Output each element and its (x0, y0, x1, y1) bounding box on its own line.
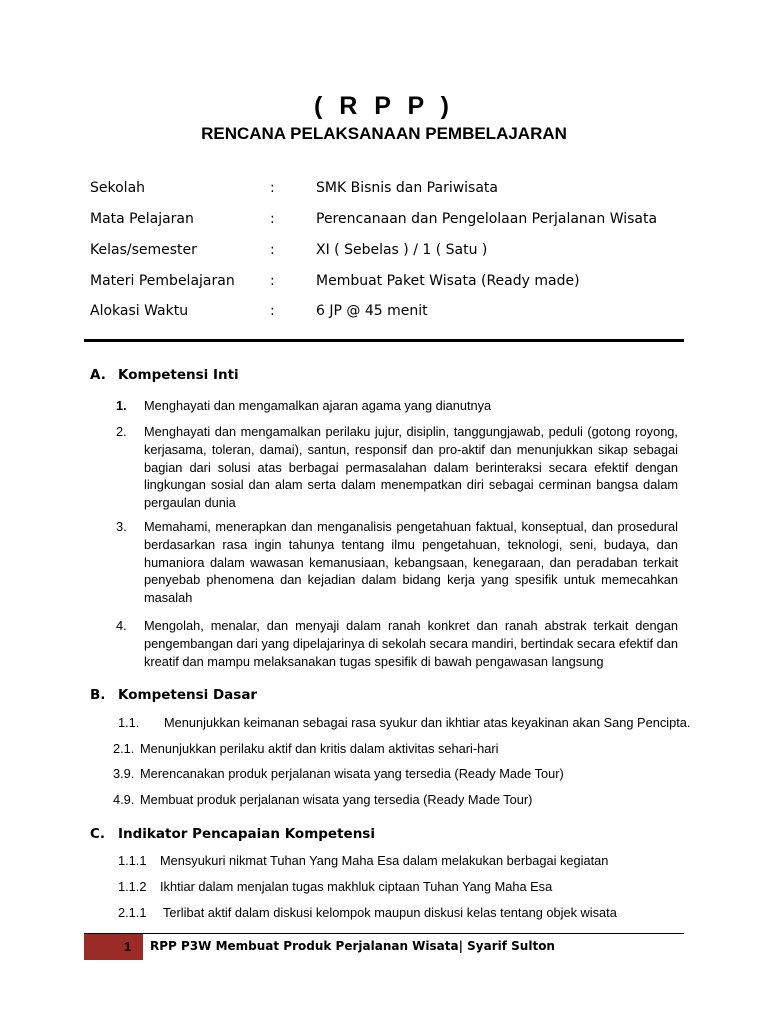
meta-colon: : (270, 211, 275, 227)
list-item-text: Terlibat aktif dalam diskusi kelompok maupun diskusi kelas tentang objek wisata (163, 905, 617, 920)
list-item-number: 1.1. (118, 715, 140, 730)
divider (84, 339, 684, 342)
meta-label: Alokasi Waktu (90, 303, 189, 319)
meta-value: XI ( Sebelas ) / 1 ( Satu ) (316, 242, 488, 258)
footer-rule (84, 933, 684, 934)
list-item-number: 3.9. (113, 766, 135, 781)
list-item-text: Ikhtiar dalam menjalan tugas makhluk ciptaan Tuhan Yang Maha Esa (160, 879, 553, 894)
meta-label: Mata Pelajaran (90, 211, 194, 227)
meta-value: Perencanaan dan Pengelolaan Perjalanan Wisata (316, 211, 658, 227)
section-title: Indikator Pencapaian Kompetensi (118, 826, 375, 842)
meta-label: Kelas/semester (90, 242, 197, 258)
list-item-number: 2.1. (113, 741, 135, 756)
meta-colon: : (270, 303, 275, 319)
list-item-number: 1. (116, 398, 127, 413)
page-number: 1 (124, 939, 132, 954)
footer-text: RPP P3W Membuat Produk Perjalanan Wisata| Syarif Sulton (150, 939, 555, 953)
list-item-text: Menunjukkan perilaku aktif dan kritis dalam aktivitas sehari-hari (140, 741, 499, 756)
list-item-text: Memahami, menerapkan dan menganalisis pengetahuan faktual, konseptual, dan prosedural berdasarkan rasa ingin tahunya tentang ilmu pengetahuan, teknologi, seni, budaya, dan humaniora dalam wawasan kemanusiaan, kebangsaan, kenegaraan, dan peradaban terkait penyebab phenomena dan kejadian dalam bidang kerja yang spesifik untuk memecahkan masalah (144, 519, 678, 606)
list-item-number: 1.1.2 (118, 879, 147, 894)
meta-label: Sekolah (90, 180, 146, 196)
meta-label: Materi Pembelajaran (90, 273, 235, 289)
document-title: RENCANA PELAKSANAAN PEMBELAJARAN (201, 124, 567, 143)
list-item-number: 1.1.1 (118, 853, 147, 868)
section-title: Kompetensi Inti (118, 367, 239, 383)
footer-accent-box (84, 934, 143, 960)
list-item-text: Menunjukkan keimanan sebagai rasa syukur dan ikhtiar atas keyakinan akan Sang Pencipta. (164, 715, 691, 730)
list-item-text: Merencanakan produk perjalanan wisata yang tersedia (Ready Made Tour) (140, 766, 564, 781)
list-item-number: 4.9. (113, 792, 135, 807)
meta-colon: : (270, 180, 275, 196)
section-letter: A. (90, 367, 106, 383)
list-item-number: 3. (116, 519, 127, 534)
rpp-heading: ( R P P ) (314, 92, 454, 120)
meta-value: SMK Bisnis dan Pariwisata (316, 180, 498, 196)
list-item-text: Mengolah, menalar, dan menyaji dalam ranah konkret dan ranah abstrak terkait dengan pengembangan dari yang dipelajarinya di sekolah secara mandiri, bertindak secara efektif dan kreatif dan mampu melaksanakan tugas spesifik di bawah pengawasan langsung (144, 618, 678, 669)
section-letter: C. (90, 826, 106, 842)
section-letter: B. (90, 687, 106, 703)
list-item-text: Membuat produk perjalanan wisata yang tersedia (Ready Made Tour) (140, 792, 533, 807)
list-item-number: 2.1.1 (118, 905, 147, 920)
list-item-text: Menghayati dan mengamalkan ajaran agama yang dianutnya (144, 398, 492, 413)
list-item-text: Mensyukuri nikmat Tuhan Yang Maha Esa dalam melakukan berbagai kegiatan (160, 853, 609, 868)
list-item-number: 4. (116, 618, 127, 633)
meta-value: 6 JP @ 45 menit (316, 303, 428, 319)
section-title: Kompetensi Dasar (118, 687, 258, 703)
list-item-text: Menghayati dan mengamalkan perilaku jujur, disiplin, tanggungjawab, peduli (gotong royong, kerjasama, toleran, damai), santun, responsif dan pro-aktif dan menunjukkan sikap sebagai bagian dari solusi atas berbagai permasalahan dalam berinteraksi secara efektif dengan lingkungan sosial dan alam serta dalam menempatkan diri sebagai cerminan bangsa dalam pergaulan dunia (144, 424, 678, 511)
meta-value: Membuat Paket Wisata (Ready made) (316, 273, 580, 289)
list-item-number: 2. (116, 424, 127, 439)
meta-colon: : (270, 242, 275, 258)
meta-colon: : (270, 273, 275, 289)
